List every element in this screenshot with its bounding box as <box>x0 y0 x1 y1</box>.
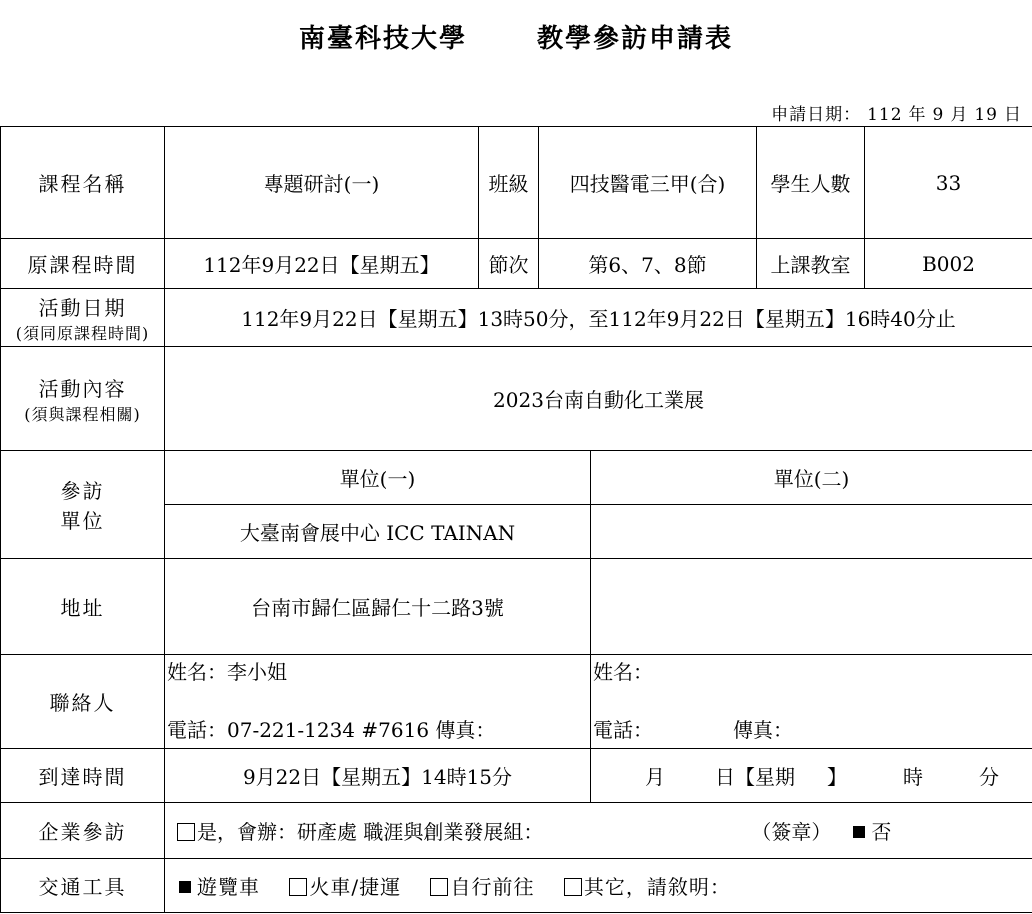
stamp-label: （簽章） <box>761 820 832 844</box>
unit-2-header: 單位(二) <box>591 451 1032 505</box>
transport-options <box>165 859 1032 913</box>
contact-1-name: 姓名：李小姐 <box>167 660 287 684</box>
visit-unit-header-row <box>1 451 1032 505</box>
transport-label: 交通工具 <box>1 859 165 913</box>
contact-row <box>1 655 1032 749</box>
arrival-1-value: 9月22日【星期五】14時15分 <box>165 749 591 803</box>
form-title-bar <box>0 18 1032 55</box>
student-count-label: 學生人數 <box>757 127 865 239</box>
course-name-value: 專題研討(一) <box>165 127 479 239</box>
classroom-value: B002 <box>865 239 1032 289</box>
train-checkbox[interactable] <box>289 878 307 896</box>
arrival-2-value: 月 日【星期 】 時 分 <box>591 749 1032 803</box>
bus-text: 遊覽車 <box>197 875 260 899</box>
activity-content-row <box>1 347 1032 451</box>
date-day: 19 <box>974 105 998 125</box>
other-checkbox[interactable] <box>564 878 582 896</box>
enterprise-yes-checkbox[interactable] <box>177 823 195 841</box>
enterprise-visit-label: 企業參訪 <box>1 803 165 859</box>
address-row <box>1 559 1032 655</box>
period-label: 節次 <box>479 239 539 289</box>
date-year: 112 <box>867 105 903 125</box>
other-text: 其它，請敘明： <box>583 875 731 899</box>
activity-content-label: 活動內容 (須與課程相關) <box>1 347 165 451</box>
class-label: 班級 <box>479 127 539 239</box>
bus-checkbox-checked[interactable] <box>179 881 191 893</box>
unit-1-header: 單位(一) <box>165 451 591 505</box>
class-value: 四技醫電三甲(合) <box>539 127 757 239</box>
contact-1 <box>165 655 591 749</box>
application-date: 申請日期： 112 年 9 月 19 日 <box>771 105 1022 125</box>
contact-2 <box>591 655 1032 749</box>
visit-unit-label: 參訪 單位 <box>1 451 165 559</box>
course-row <box>1 127 1032 239</box>
original-time-label: 原課程時間 <box>1 239 165 289</box>
course-name-label: 課程名稱 <box>1 127 165 239</box>
enterprise-visit-options <box>165 803 1032 859</box>
enterprise-no-text: 否 <box>871 820 892 844</box>
schedule-row <box>1 239 1032 289</box>
contact-label: 聯絡人 <box>1 655 165 749</box>
activity-content-value: 2023台南自動化工業展 <box>165 347 1032 451</box>
application-form-table <box>0 126 1032 913</box>
original-time-value: 112年9月22日【星期五】 <box>165 239 479 289</box>
enterprise-no-checkbox-checked[interactable] <box>853 826 865 838</box>
date-month: 9 <box>932 105 945 125</box>
contact-1-phone: 電話：07-221-1234 #7616 傳真： <box>167 718 496 742</box>
address-label: 地址 <box>1 559 165 655</box>
date-label: 申請日期： <box>771 105 862 125</box>
period-value: 第6、7、8節 <box>539 239 757 289</box>
self-travel-text: 自行前往 <box>450 875 535 899</box>
unit-2-value <box>591 505 1032 559</box>
contact-2-name: 姓名： <box>593 660 653 684</box>
transport-row <box>1 859 1032 913</box>
self-travel-checkbox[interactable] <box>430 878 448 896</box>
enterprise-yes-text: 是，會辦：研產處 職涯與創業發展組： <box>197 820 544 844</box>
student-count-value: 33 <box>865 127 1032 239</box>
contact-2-phone: 電話： <box>593 718 653 742</box>
classroom-label: 上課教室 <box>757 239 865 289</box>
enterprise-visit-row <box>1 803 1032 859</box>
train-text: 火車/捷運 <box>309 875 402 899</box>
address-2-value <box>591 559 1032 655</box>
activity-date-label: 活動日期 (須同原課程時間) <box>1 289 165 347</box>
address-1-value: 台南市歸仁區歸仁十二路3號 <box>165 559 591 655</box>
arrival-row <box>1 749 1032 803</box>
form-title: 教學參訪申請表 <box>537 24 734 54</box>
school-name: 南臺科技大學 <box>298 24 467 54</box>
unit-1-value: 大臺南會展中心 ICC TAINAN <box>165 505 591 559</box>
contact-2-fax: 傳真： <box>733 718 793 742</box>
activity-date-row <box>1 289 1032 347</box>
arrival-label: 到達時間 <box>1 749 165 803</box>
activity-date-value: 112年9月22日【星期五】13時50分，至112年9月22日【星期五】16時40分止 <box>165 289 1032 347</box>
